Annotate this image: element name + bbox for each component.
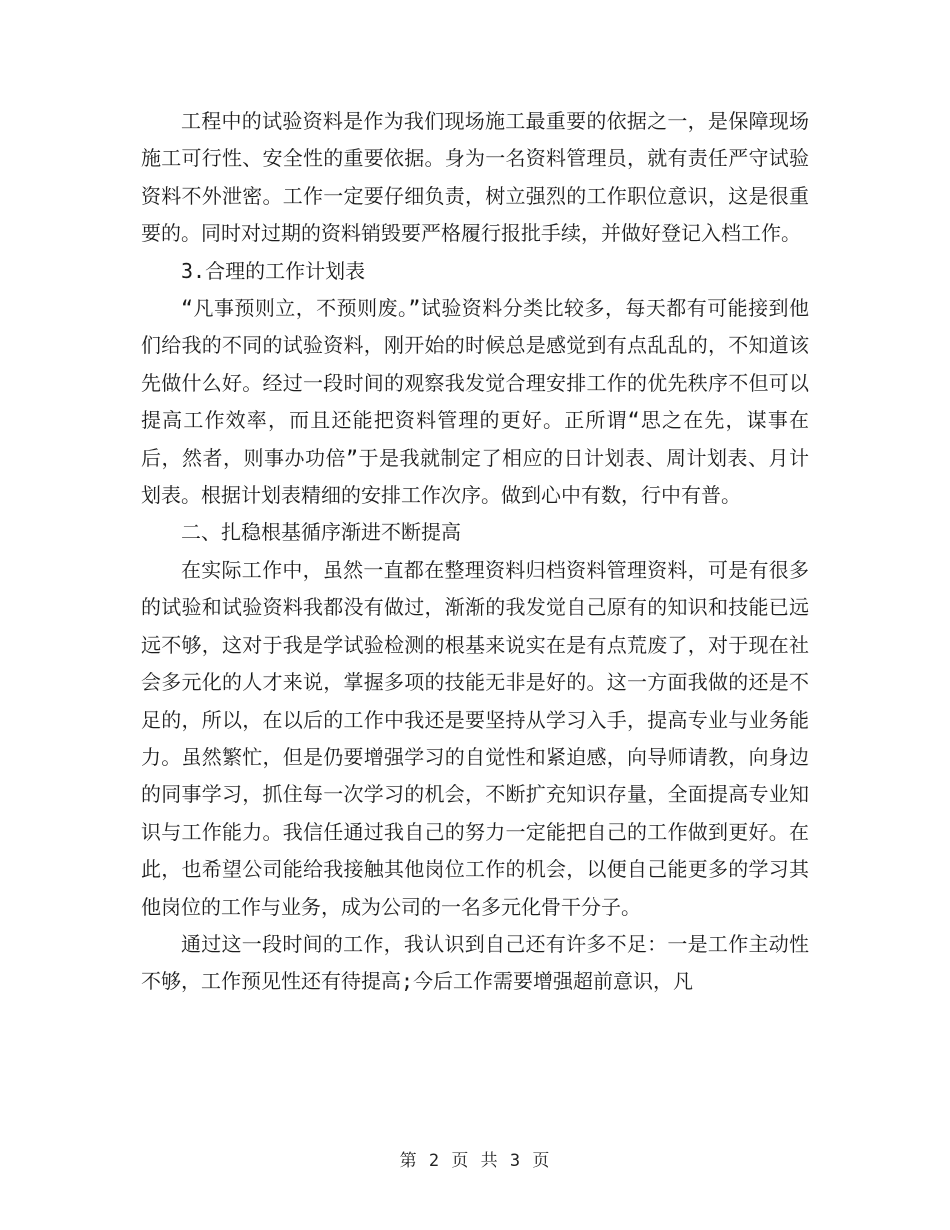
page-footer: 第 2 页 共 3 页: [399, 1151, 551, 1171]
paragraph-planning: “凡事预则立，不预则废。”试验资料分类比较多，每天都有可能接到他们给我的不同的试验资料，刚开始的时候总是感觉到有点乱乱的，不知道该先做什么好。经过一段时间的观察我发觉合理安排工作的优先秩序不但可以提高工作效率，而且还能把资料管理的更好。正所谓“思之在先，谋事在后，然者，则事办功倍”于是我就制定了相应的日计划表、周计划表、月计划表。根据计划表精细的安排工作次序。做到心中有数，行中有普。: [141, 296, 809, 508]
paragraph-shortcomings: 通过这一段时间的工作，我认识到自己还有许多不足：一是工作主动性不够，工作预见性还有待提高;今后工作需要增强超前意识，凡: [141, 931, 809, 994]
heading-solid-foundation: 二、扎稳根基循序渐进不断提高: [181, 520, 461, 545]
heading-work-plan: 3.合理的工作计划表: [181, 258, 366, 283]
paragraph-test-materials: 工程中的试验资料是作为我们现场施工最重要的依据之一，是保障现场施工可行性、安全性的重要依据。身为一名资料管理员，就有责任严守试验资料不外泄密。工作一定要仔细负责，树立强烈的工作职位意识，这是很重要的。同时对过期的资料销毁要严格履行报批手续，并做好登记入档工作。: [141, 109, 809, 246]
paragraph-learning: 在实际工作中，虽然一直都在整理资料归档资料管理资料，可是有很多的试验和试验资料我都没有做过，渐渐的我发觉自己原有的知识和技能已远远不够，这对于我是学试验检测的根基来说实在是有点荒废了，对于现在社会多元化的人才来说，掌握多项的技能无非是好的。这一方面我做的还是不足的，所以，在以后的工作中我还是要坚持从学习入手，提高专业与业务能力。虽然繁忙，但是仍要增强学习的自觉性和紧迫感，向导师请教，向身边的同事学习，抓住每一次学习的机会，不断扩充知识存量，全面提高专业知识与工作能力。我信任通过我自己的努力一定能把自己的工作做到更好。在此，也希望公司能给我接触其他岗位工作的机会，以便自己能更多的学习其他岗位的工作与业务，成为公司的一名多元化骨干分子。: [141, 557, 809, 919]
document-body: [141, 103, 809, 1001]
